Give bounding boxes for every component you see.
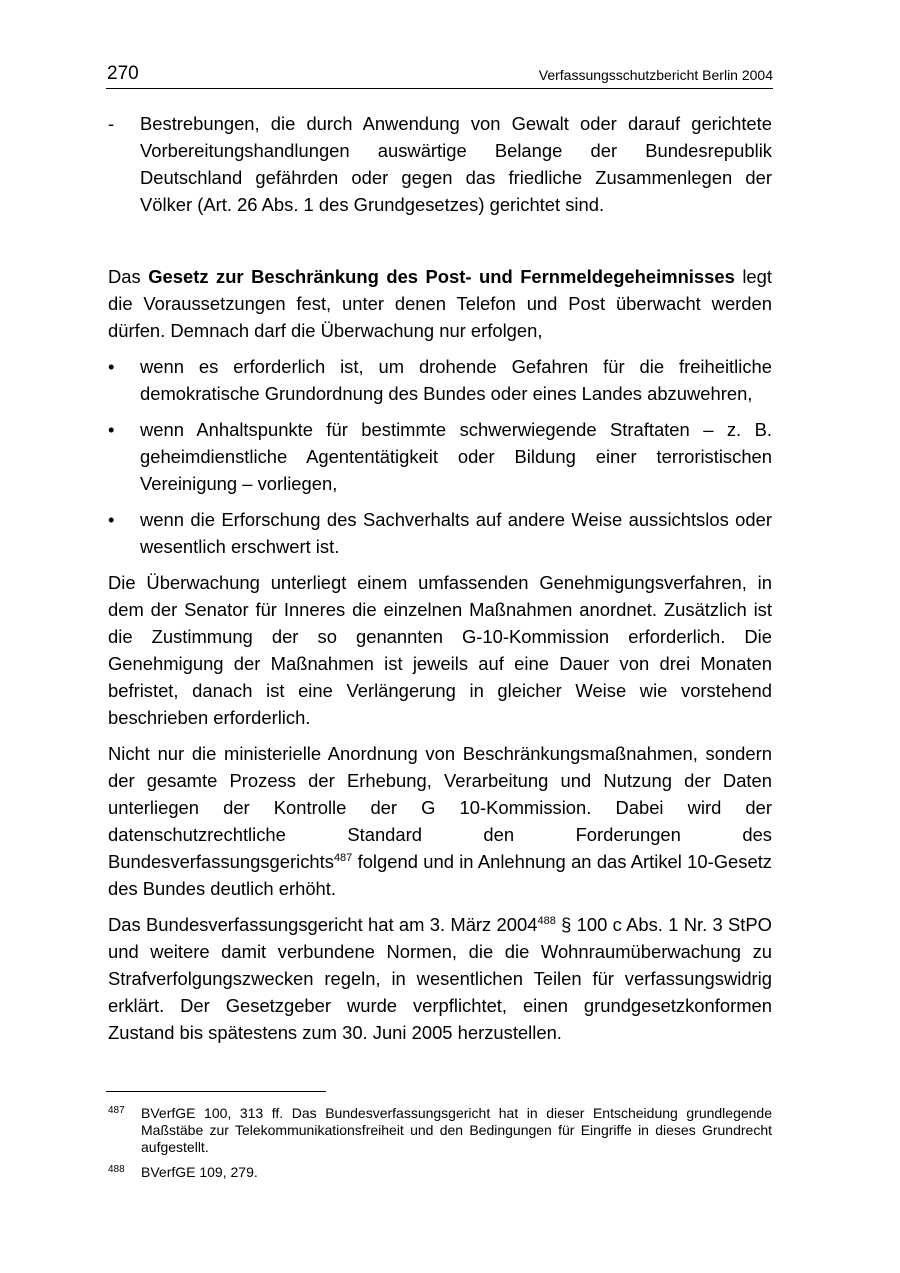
paragraph-genehmigung: Die Überwachung unterliegt einem umfassenden Genehmigungsverfahren, in dem der Senator für Inneres die einzelnen Maßnahmen anordnet. Zusätzlich ist die Zustimmung der so genannten G-10-Kommission erforderlich. Die Genehmigung der Maßnahmen ist jeweils auf eine Dauer von drei Monaten befristet, danach ist eine Verlängerung in gleicher Weise wie vorstehend beschrieben erforderlich. (108, 572, 772, 728)
page-body (108, 110, 772, 1046)
paragraph-kontrolle (108, 740, 772, 902)
dash-item-text: Bestrebungen, die durch Anwendung von Gewalt oder darauf gerichtete Vorbereitungshandlungen auswärtige Belange der Bundesrepublik Deutschland gefährden oder gegen das friedliche Zusammenlegen der Völker (Art. 26 Abs. 1 des Grundgesetzes) gerichtet sind. (140, 113, 772, 215)
bullet-marker: • (108, 356, 115, 377)
paragraph-kontrolle-text-2: folgend und in Anlehnung an das Artikel 10-Gesetz des Bundes deutlich erhöht. (108, 851, 772, 899)
paragraph-bverfg-text-1: Das Bundesverfassungsgericht hat am 3. März 2004 (108, 914, 538, 935)
bullet-list (108, 353, 772, 560)
list-item (108, 506, 772, 560)
paragraph-gesetz-intro: Das (108, 266, 149, 287)
footnote-number: 488 (108, 1164, 125, 1175)
bullet-text: wenn Anhaltspunkte für bestimmte schwerwiegende Straftaten – z. B. geheimdienstliche Agententätigkeit oder Bildung einer terroristischen Vereinigung – vorliegen, (140, 419, 772, 494)
footnote-ref-488[interactable]: 488 (537, 915, 556, 927)
footnote (108, 1105, 772, 1156)
footnote-number: 487 (108, 1105, 125, 1116)
bullet-marker: • (108, 419, 115, 440)
bullet-text: wenn es erforderlich ist, um drohende Gefahren für die freiheitliche demokratische Grundordnung des Bundes oder eines Landes abzuwehren, (140, 356, 772, 404)
footnotes (108, 1105, 772, 1189)
footnote-text: BVerfGE 100, 313 ff. Das Bundesverfassungsgericht hat in dieser Entscheidung grundlegende Maßstäbe zur Telekommunikationsfreiheit und den Bedingungen für Eingriffe in dieses Grundrecht aufgestellt. (141, 1105, 772, 1155)
paragraph-kontrolle-text-1: Nicht nur die ministerielle Anordnung von Beschränkungsmaßnahmen, sondern der gesamte Prozess der Erhebung, Verarbeitung und Nutzung der Daten unterliegen der Kontrolle der G 10-Kommission. Dabei wird der datenschutzrechtliche Standard den Forderungen des Bundesverfassungsgerichts (108, 743, 772, 872)
paragraph-bverfg (108, 911, 772, 1046)
footnote-divider (106, 1091, 326, 1092)
footnote (108, 1164, 772, 1181)
paragraph-bverfg-text-2: § 100 c Abs. 1 Nr. 3 StPO und weitere damit verbundene Normen, die die Wohnraumüberwachung zu Strafverfolgungszwecken regeln, in wesentlichen Teilen für verfassungswidrig erklärt. Der Gesetzgeber wurde verpflichtet, einen grundgesetzkonformen Zustand bis spätestens zum 30. Juni 2005 herzustellen. (108, 914, 772, 1043)
list-item (108, 416, 772, 497)
bullet-marker: • (108, 509, 115, 530)
paragraph-gesetz-rest: legt die Voraussetzungen fest, unter denen Telefon und Post überwacht werden dürfen. Demnach darf die Überwachung nur erfolgen, (108, 266, 772, 341)
list-item (108, 353, 772, 407)
bullet-text: wenn die Erforschung des Sachverhalts auf andere Weise aussichtslos oder wesentlich erschwert ist. (140, 509, 772, 557)
paragraph-gesetz (108, 263, 772, 344)
footnote-text: BVerfGE 109, 279. (141, 1164, 258, 1180)
footnote-ref-487[interactable]: 487 (333, 852, 353, 864)
law-title: Gesetz zur Beschränkung des Post- und Fernmeldegeheimnisses (148, 266, 735, 287)
running-title: Verfassungsschutzbericht Berlin 2004 (538, 67, 773, 83)
dash-list-item (108, 110, 772, 218)
page-number: 270 (107, 63, 139, 84)
page-header (106, 62, 773, 89)
dash-marker: - (108, 113, 115, 134)
